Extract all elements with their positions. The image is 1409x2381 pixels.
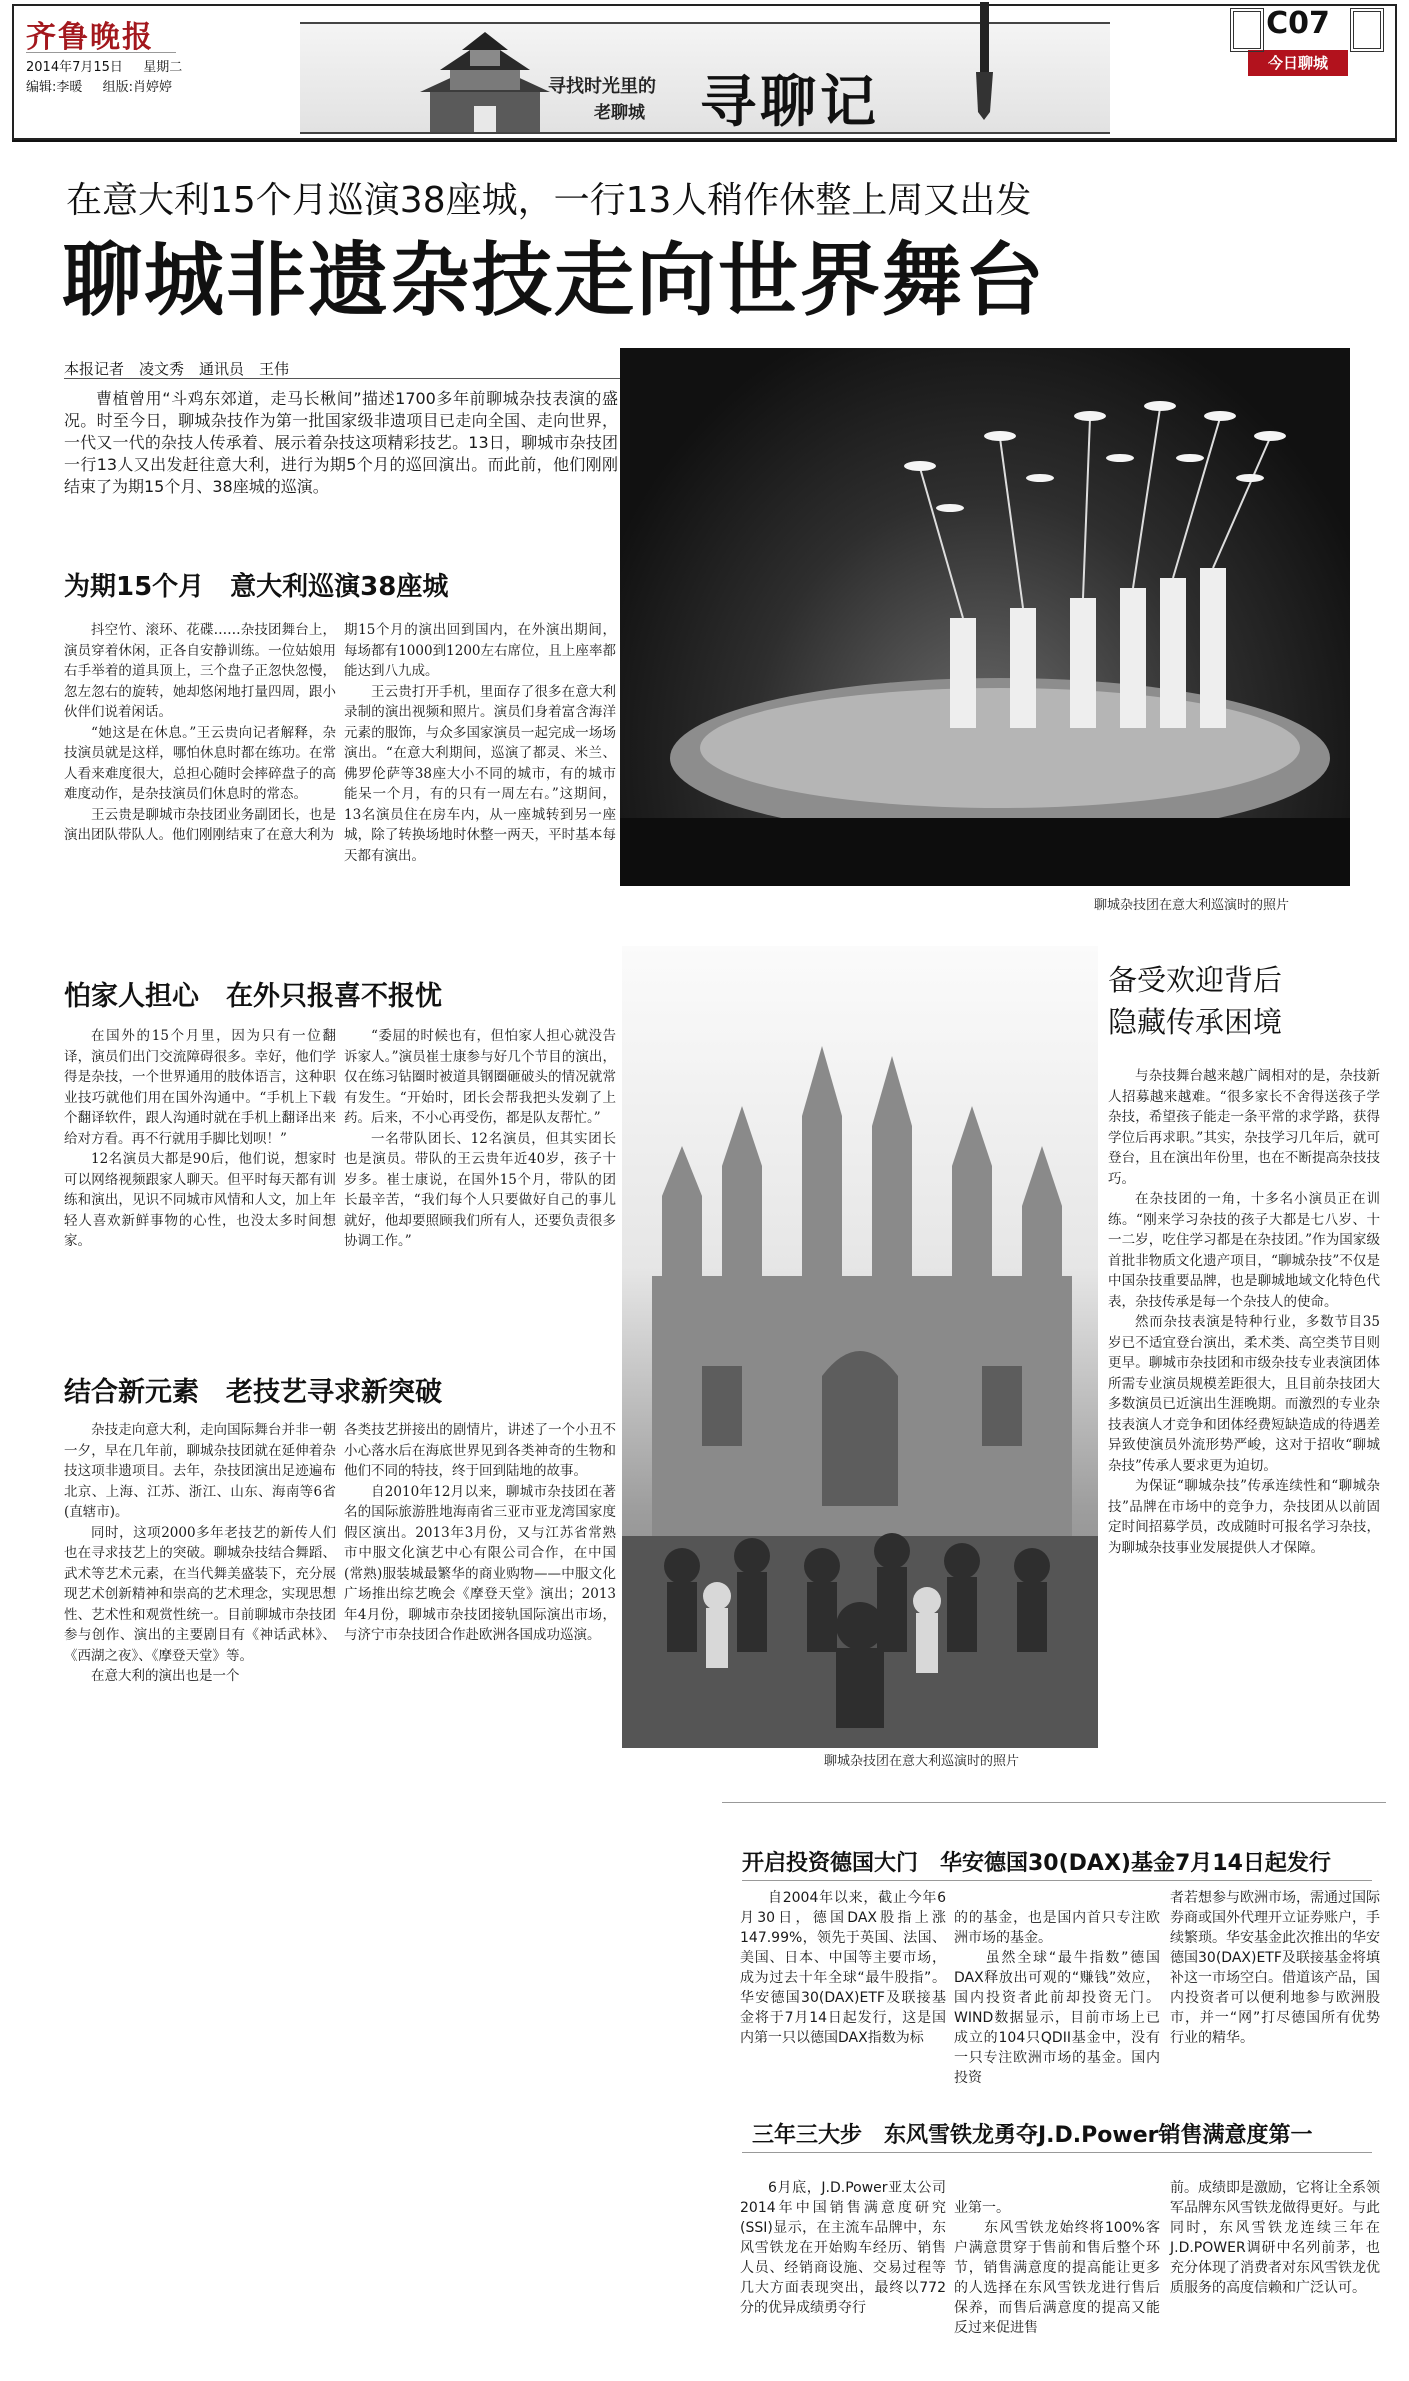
section-badge-label: 今日聊城 [1267, 54, 1328, 72]
paragraph: 为保证“聊城杂技”传承连续性和“聊城杂技”品牌在市场中的竞争力，杂技团从以前固定时间招募学员，改成随时可报名学习杂技，为聊城杂技事业发展提供人才保障。 [1108, 1478, 1380, 1556]
paragraph: 12名演员大都是90后，他们说，想家时可以网络视频跟家人聊天。但平时每天都有训练和演出，见识不同城市风情和人文，加上年轻人喜欢新鲜事物的心性，也没太多时间想家。 [64, 1151, 336, 1249]
paragraph: 在意大利的演出也是一个 [91, 1668, 240, 1684]
ad1-title: 开启投资德国大门 华安德国30(DAX)基金7月14日起发行 [742, 1851, 1331, 1876]
section1-col1 [64, 620, 336, 846]
ad2-title: 三年三大步 东风雪铁龙勇夺J.D.Power销售满意度第一 [752, 2123, 1313, 2148]
paragraph: “委屈的时候也有，但怕家人担心就没告诉家人。”演员崔士康参与好几个节目的演出，仅在练习钻圈时被道具钢圈砸破头的情况就常有发生。“开始时，团长会帮我把头发剃了上药。后来，不小心再受伤，都是队友帮忙。” [344, 1028, 616, 1126]
article-byline: 本报记者 凌文秀 通讯员 王伟 [64, 360, 290, 378]
section1-col2 [344, 620, 616, 866]
acrobatics-stage-photo [620, 348, 1350, 886]
paragraph: 自2010年12月以来，聊城市杂技团在著名的国际旅游胜地海南省三亚市亚龙湾国家度假区演出。2013年3月份，又与江苏省常熟市中服文化演艺中心有限公司合作，在中国(常熟)服装城最繁华的商业购物——中服文化广场推出综艺晚会《摩登天堂》演出；2013年4月份，聊城市杂技团接轨国际演出市场，与济宁市杂技团合作赴欧洲各国成功巡演。 [344, 1483, 616, 1643]
ad2-title-rule [742, 2152, 1372, 2153]
paragraph: “她这是在休息。”王云贵向记者解释，杂技演员就是这样，哪怕休息时都在练功。在常人看来难度很大，总担心随时会摔碎盘子的高难度动作，是杂技演员们休息时的常态。 [64, 724, 336, 802]
section2-col1 [64, 1026, 336, 1252]
paragraph: 然而杂技表演是特种行业，多数节目35岁已不适宜登台演出，柔术类、高空类节目则更早。聊城市杂技团和市级杂技专业表演团体所需专业演员规模差距很大，且目前杂技团大多数演员已近演出生涯晚期。而激烈的专业杂技表演人才竞争和团体经费短缺造成的待遇差异致使演员外流形势严峻，这对于招收“聊城杂技”传承人要求更为迫切。 [1108, 1314, 1380, 1474]
ad1-col2 [954, 1888, 1160, 2108]
page-number: C07 [1266, 6, 1330, 41]
ad1-col3 [1170, 1888, 1380, 2048]
paragraph: 各类技艺拼接出的剧情片，讲述了一个小丑不小心落水后在海底世界见到各类神奇的生物和他们不同的特技，终于回到陆地的故事。 [344, 1422, 616, 1479]
paragraph: 同时，这项2000多年老技艺的新传人们也在寻求技艺上的突破。聊城杂技结合舞蹈、武术等艺术元素，在当代舞美盛装下，充分展现艺术创新精神和崇高的艺术理念，实现思想性、艺术性和观赏性统一。目前聊城市杂技团参与创作、演出的主要剧目有《神话武林》、《西湖之夜》、《摩登天堂》等。 [64, 1524, 336, 1664]
ad1-title-rule [742, 1880, 1372, 1881]
section2-col2 [344, 1026, 616, 1252]
paragraph: 的的基金，也是国内首只专注欧洲市场的基金。 虽然全球“最牛指数”德国DAX释放出可观的“赚钱”效应，国内投资者此前却投资无门。WIND数据显示，目前市场上已成立的104只QDII基金中，没有一只专注欧洲市场的基金。国内投资 [954, 1910, 1160, 2086]
paragraph: 者若想参与欧洲市场，需通过国际券商或国外代理开立证券账户，手续繁琐。华安基金此次推出的华安德国30(DAX)ETF及联接基金将填补这一市场空白。借道该产品，国内投资者可以便利地参与欧洲股市，并一“网”打尽德国所有优势行业的精华。 [1170, 1890, 1380, 2046]
paragraph: 杂技走向意大利，走向国际舞台并非一朝一夕，早在几年前，聊城杂技团就在延伸着杂技这项非遗项目。去年，杂技团演出足迹遍布北京、上海、江苏、浙江、山东、海南等6省(直辖市)。 [64, 1422, 336, 1520]
paragraph: 业第一。 东风雪铁龙始终将100%客户满意贯穿于售前和售后整个环节，销售满意度的提高能让更多的人选择在东风雪铁龙进行售后保养，而售后满意度的提高又能反过来促进售 [954, 2200, 1160, 2336]
banner-subtitle-2: 老聊城 [594, 103, 645, 123]
header-divider [12, 140, 1397, 142]
section3-col2 [344, 1420, 616, 1646]
section1-title: 为期15个月 意大利巡演38座城 [64, 572, 449, 602]
paragraph: 期15个月的演出回到国内，在外演出期间，每场都有1000到1200左右席位，且上座率都能达到八九成。 [344, 622, 616, 679]
article-lead [64, 388, 618, 498]
paragraph: 一名带队团长、12名演员，但其实团长也是演员。带队的王云贵年近40岁，孩子十岁多。崔士康说，在国外15个月，带队的团长最辛苦，“我们每个人只要做好自己的事儿就好，他却要照顾我们所有人，还要负责很多协调工作。” [344, 1130, 616, 1249]
section3-title: 结合新元素 老技艺寻求新突破 [64, 1377, 442, 1408]
paragraph: 自2004年以来，截止今年6月30日，德国DAX股指上涨147.99%，领先于英国、法国、美国、日本、中国等主要市场，成为过去十年全球“最牛股指”。华安德国30(DAX)ETF及联接基金将于7月14日起发行，这是国内第一只以德国DAX指数为标 [740, 1890, 946, 2046]
banner-subtitle-1: 寻找时光里的 [548, 76, 656, 97]
section3-col1 [64, 1420, 336, 1687]
stage-scene-icon [620, 348, 1350, 886]
paragraph: 在国外的15个月里，因为只有一位翻译，演员们出门交流障碍很多。幸好，他们学得是杂技，一个世界通用的肢体语言，这种职业技巧就他们用在国外沟通中。“手机上下载个翻译软件，跟人沟通时就在手机上翻译出来给对方看。再不行就用手脚比划呗！” [64, 1028, 336, 1147]
section-badge [1248, 50, 1348, 76]
paragraph: 6月底，J.D.Power亚太公司2014年中国销售满意度研究(SSI)显示，在主流车品牌中，东风雪铁龙在开始购车经历、销售人员、经销商设施、交易过程等几大方面表现突出，最终以772分的优异成绩勇夺行 [740, 2180, 946, 2316]
paragraph: 抖空竹、滚环、花碟……杂技团舞台上，演员穿着休闲，正各自安静训练。一位姑娘用右手举着的道具顶上，三个盘子正忽快忽慢，忽左忽右的旋转，她却悠闲地打量四周，跟小伙伴们说着闲话。 [64, 622, 336, 720]
issue-weekday: 星期二 [143, 60, 183, 75]
ad2-col3 [1170, 2178, 1380, 2298]
fret-ornament-right [1350, 8, 1384, 52]
article-headline: 聊城非遗杂技走向世界舞台 [62, 234, 1046, 327]
cathedral-scene-icon [622, 946, 1098, 1748]
paper-logo [26, 12, 176, 53]
issue-date: 2014年7月15日 [26, 60, 123, 75]
editor-line [26, 76, 172, 95]
paragraph: 王云贵是聊城市杂技团业务副团长，也是演出团队带队人。他们刚刚结束了在意大利为 [64, 806, 336, 843]
paper-name: 齐鲁晚报 [26, 20, 154, 55]
page-number-box [1262, 6, 1334, 48]
banner-title: 寻聊记 [700, 69, 880, 135]
section4-title-line2: 隐藏传承困境 [1108, 1005, 1283, 1039]
paragraph: 与杂技舞台越来越广阔相对的是，杂技新人招募越来越难。“很多家长不舍得送孩子学杂技，希望孩子能走一条平常的求学路，获得学位后再求职。”其实，杂技学习几年后，就可登台，且在演出年份里，也在不断提高杂技技巧。 [1108, 1068, 1380, 1187]
photo1-caption: 聊城杂技团在意大利巡演时的照片 [1094, 898, 1290, 913]
ad2-col1 [740, 2178, 946, 2318]
issue-date-line [26, 56, 182, 75]
ad2-col2 [954, 2178, 1160, 2358]
city-tower-icon [410, 28, 560, 132]
photo2-caption: 聊城杂技团在意大利巡演时的照片 [824, 1754, 1020, 1769]
paragraph: 在杂技团的一角，十多名小演员正在训练。“刚来学习杂技的孩子大都是七八岁、十一二岁，吃住学习都是在杂技团。”作为国家级首批非物质文化遗产项目，“聊城杂技”不仅是中国杂技重要品牌，也是聊城地域文化特色代表，杂技传承是每一个杂技人的使命。 [1108, 1191, 1380, 1310]
layout-editor: 组版:肖婷婷 [102, 80, 173, 95]
brush-icon [940, 2, 1030, 122]
lead-paragraph: 曹植曾用“斗鸡东郊道，走马长楸间”描述1700多年前聊城杂技表演的盛况。时至今日，聊城杂技作为第一批国家级非遗项目已走向全国、走向世界，一代又一代的杂技人传承着、展示着杂技这项精彩技艺。13日，聊城市杂技团一行13人又出发赶往意大利，进行为期5个月的巡回演出。而此前，他们刚刚结束了为期15个月、38座城的巡演。 [64, 389, 618, 496]
section2-title: 怕家人担心 在外只报喜不报忧 [64, 981, 442, 1012]
editor: 编辑:李暖 [26, 80, 83, 95]
section4-col [1108, 1066, 1380, 1558]
section4-title-line1: 备受欢迎背后 [1108, 963, 1283, 997]
ad-section-rule [722, 1802, 1386, 1803]
byline-rule [64, 378, 620, 379]
fret-ornament-left [1230, 8, 1264, 52]
paragraph: 前。成绩即是激励，它将让全系领军品牌东风雪铁龙做得更好。与此同时，东风雪铁龙连续三年在J.D.POWER调研中名列前茅，也充分体现了消费者对东风雪铁龙优质服务的高度信赖和广泛认可。 [1170, 2180, 1380, 2296]
paragraph: 王云贵打开手机，里面存了很多在意大利录制的演出视频和照片。演员们身着富含海洋元素的服饰，与众多国家演员一起完成一场场演出。“在意大利期间，巡演了都灵、米兰、佛罗伦萨等38座大小不同的城市，有的城市能呆一个月，有的只有一周左右。”这期间，13名演员住在房车内，从一座城转到另一座城，除了转换场地时休整一两天，平时基本每天都有演出。 [344, 683, 616, 864]
ad1-col1 [740, 1888, 946, 2048]
milan-cathedral-photo [622, 946, 1098, 1748]
article-kicker: 在意大利15个月巡演38座城，一行13人稍作休整上周又出发 [66, 180, 1032, 221]
